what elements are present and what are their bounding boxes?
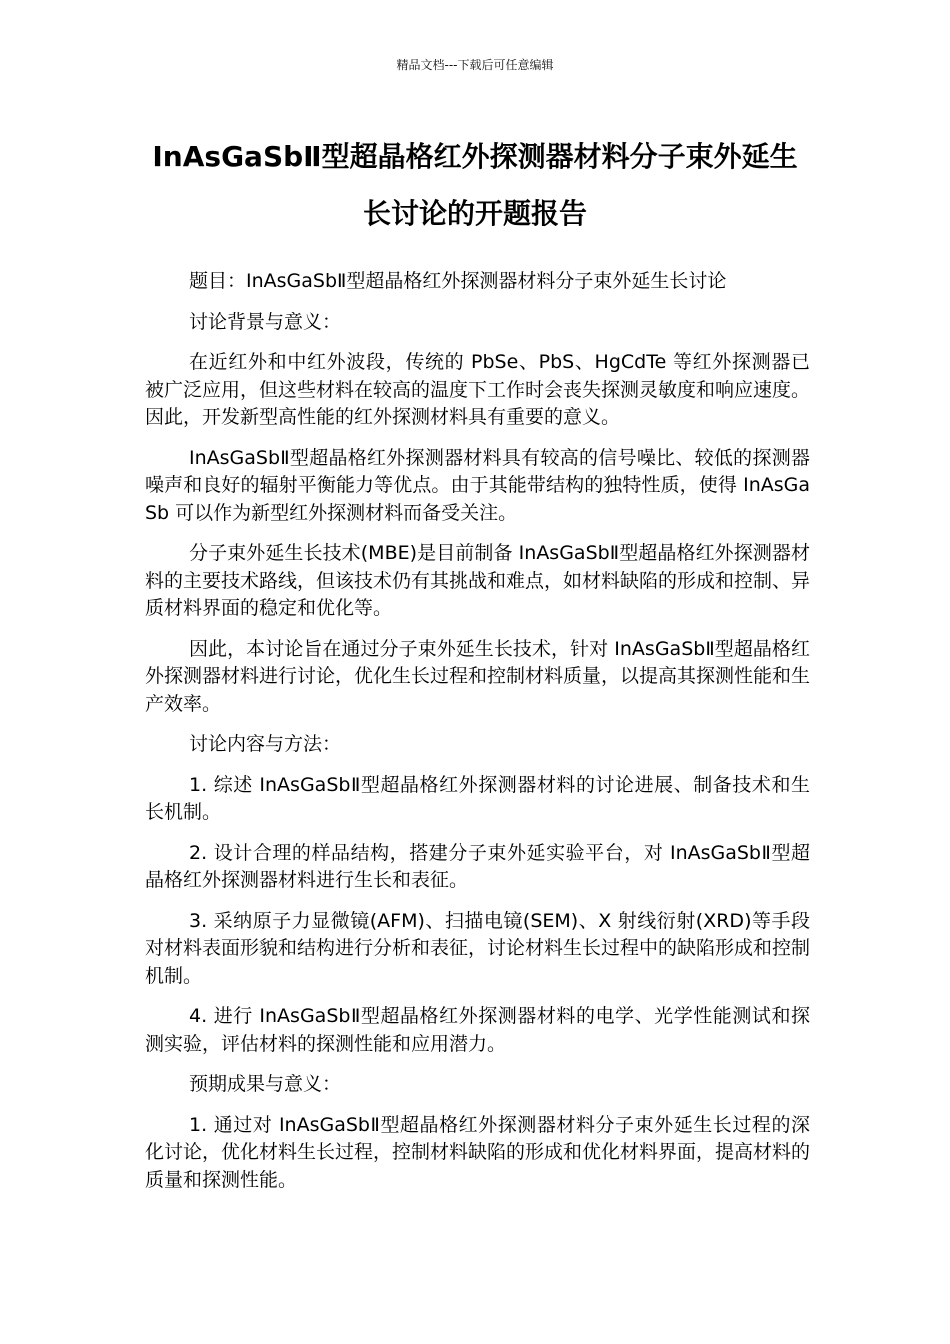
- list-item: 1. 综述 InAsGaSbⅡ型超晶格红外探测器材料的讨论进展、制备技术和生长机制。: [145, 773, 810, 823]
- list-item: 4. 进行 InAsGaSbⅡ型超晶格红外探测器材料的电学、光学性能测试和探测实验，评估材料的探测性能和应用潜力。: [145, 1005, 810, 1055]
- heading-background: 讨论背景与意义：: [189, 310, 342, 333]
- header-note: 精品文档---下载后可任意编辑: [396, 58, 554, 72]
- paragraph: InAsGaSbⅡ型超晶格红外探测器材料具有较高的信号噪比、较低的探测器噪声和良好的辐射平衡能力等优点。由于其能带结构的独特性质，使得 InAsGaSb 可以作为新型红外探测材料而备受关注。: [145, 446, 810, 524]
- document-body: [145, 268, 810, 1207]
- title-line-2: 长讨论的开题报告: [362, 197, 587, 230]
- paragraph: 因此，本讨论旨在通过分子束外延生长技术，针对 InAsGaSbⅡ型超晶格红外探测器材料进行讨论，优化生长过程和控制材料质量，以提高其探测性能和生产效率。: [145, 637, 811, 715]
- list-item: 1. 通过对 InAsGaSbⅡ型超晶格红外探测器材料分子束外延生长过程的深化讨论，优化材料生长过程，控制材料缺陷的形成和优化材料界面，提高材料的质量和探测性能。: [145, 1113, 811, 1191]
- heading-content-methods: 讨论内容与方法：: [189, 733, 342, 755]
- title-line-1: InAsGaSbⅡ型超晶格红外探测器材料分子束外延生: [152, 140, 798, 173]
- list-item: 3. 采纳原子力显微镜(AFM)、扫描电镜(SEM)、X 射线衍射(XRD)等手段对材料表面形貌和结构进行分析和表征，讨论材料生长过程中的缺陷形成和控制机制。: [145, 909, 811, 987]
- document-title: [100, 128, 850, 242]
- paragraph: 分子束外延生长技术(MBE)是目前制备 InAsGaSbⅡ型超晶格红外探测器材料的主要技术路线，但该技术仍有其挑战和难点，如材料缺陷的形成和控制、异质材料界面的稳定和优化等。: [145, 542, 811, 619]
- paragraph: 在近红外和中红外波段，传统的 PbSe、PbS、HgCdTe 等红外探测器已被广泛应用，但这些材料在较高的温度下工作时会丧失探测灵敏度和响应速度。因此，开发新型高性能的红外探测材料具有重要的意义。: [145, 351, 811, 428]
- heading-expected-results: 预期成果与意义：: [189, 1073, 342, 1095]
- paragraph-subject: 题目：InAsGaSbⅡ型超晶格红外探测器材料分子束外延生长讨论: [189, 270, 727, 292]
- list-item: 2. 设计合理的样品结构，搭建分子束外延实验平台，对 InAsGaSbⅡ型超晶格红外探测器材料进行生长和表征。: [145, 841, 810, 891]
